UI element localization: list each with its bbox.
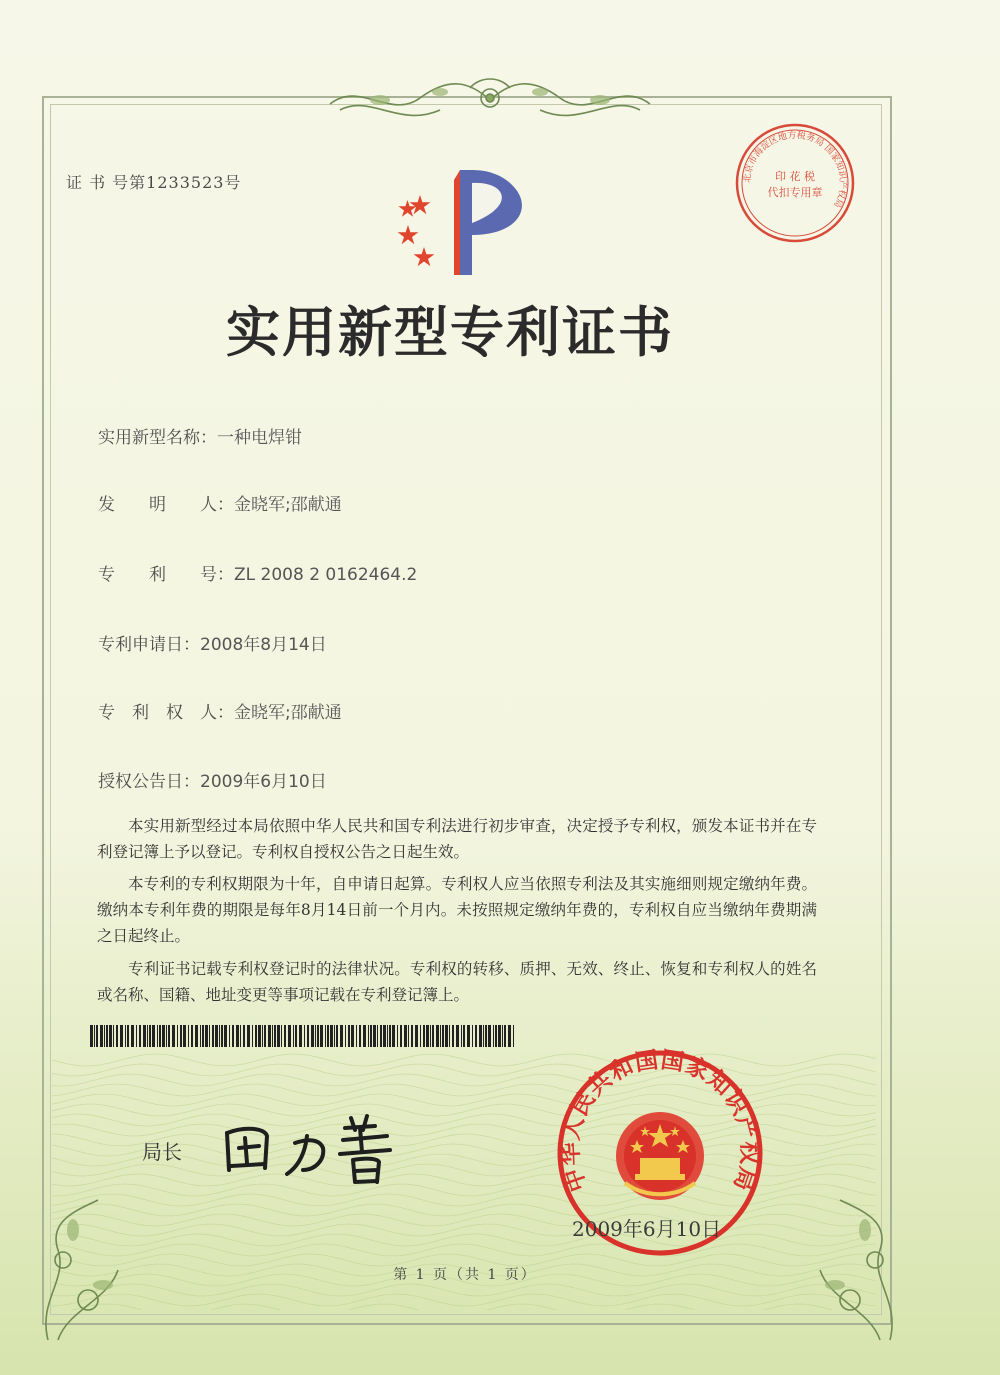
tax-stamp — [730, 118, 860, 248]
field-label: 发 明 人： — [98, 495, 234, 515]
field-label: 授权公告日： — [98, 772, 200, 792]
issue-date: 2009年6月10日 — [572, 1217, 722, 1241]
tax-stamp-outer-text: 北京市海淀区地方税务局 国家知识产权局 — [742, 130, 848, 209]
patent-office-logo-icon — [390, 165, 540, 280]
field-label: 专 利 号： — [98, 565, 234, 585]
field-patentee — [98, 698, 342, 723]
field-value: 金晓军;邵献通 — [234, 703, 342, 723]
field-value: 2009年6月10日 — [200, 772, 327, 792]
field-value: ZL 2008 2 0162464.2 — [234, 565, 418, 585]
certificate-number: 证 书 号第1233523号 — [66, 173, 242, 192]
field-grant-announcement-date — [98, 767, 327, 792]
field-inventor — [98, 490, 342, 515]
field-value: 金晓军;邵献通 — [234, 495, 342, 515]
page-number: 第 1 页（共 1 页） — [393, 1267, 537, 1283]
certificate-title: 实用新型专利证书 — [226, 301, 674, 364]
seal-text: 中华人民共和国国家知识产权局 — [557, 1048, 763, 1195]
field-utility-model-name — [98, 423, 302, 448]
top-ornament — [320, 70, 660, 130]
director-label: 局长 — [142, 1140, 182, 1164]
director-signature — [215, 1108, 415, 1188]
paragraph-term-and-fees: 本专利的专利权期限为十年，自申请日起算。专利权人应当依照专利法及其实施细则规定缴纳年费。缴纳本专利年费的期限是每年8月14日前一个月内。未按照规定缴纳年费的，专利权自应当缴纳年费期满之日起终止。 — [97, 875, 817, 945]
field-label: 专利申请日： — [98, 635, 200, 655]
field-application-date — [98, 630, 327, 655]
paragraph-legal-status: 专利证书记载专利权登记时的法律状况。专利权的转移、质押、无效、终止、恢复和专利权人的姓名或名称、国籍、地址变更等事项记载在专利登记簿上。 — [97, 960, 817, 1004]
field-value: 2008年8月14日 — [200, 635, 327, 655]
barcode — [90, 1025, 518, 1047]
national-emblem-icon — [616, 1112, 704, 1200]
tax-stamp-line2: 代扣专用章 — [767, 186, 823, 199]
paragraph-grant-notice: 本实用新型经过本局依照中华人民共和国专利法进行初步审查，决定授予专利权，颁发本证书并在专利登记簿上予以登记。专利权自授权公告之日起生效。 — [97, 817, 817, 861]
tax-stamp-line1: 印 花 税 — [775, 170, 815, 183]
field-label: 专 利 权 人： — [98, 703, 234, 723]
field-label: 实用新型名称： — [98, 428, 217, 448]
field-patent-number — [98, 560, 417, 585]
field-value: 一种电焊钳 — [217, 428, 302, 448]
